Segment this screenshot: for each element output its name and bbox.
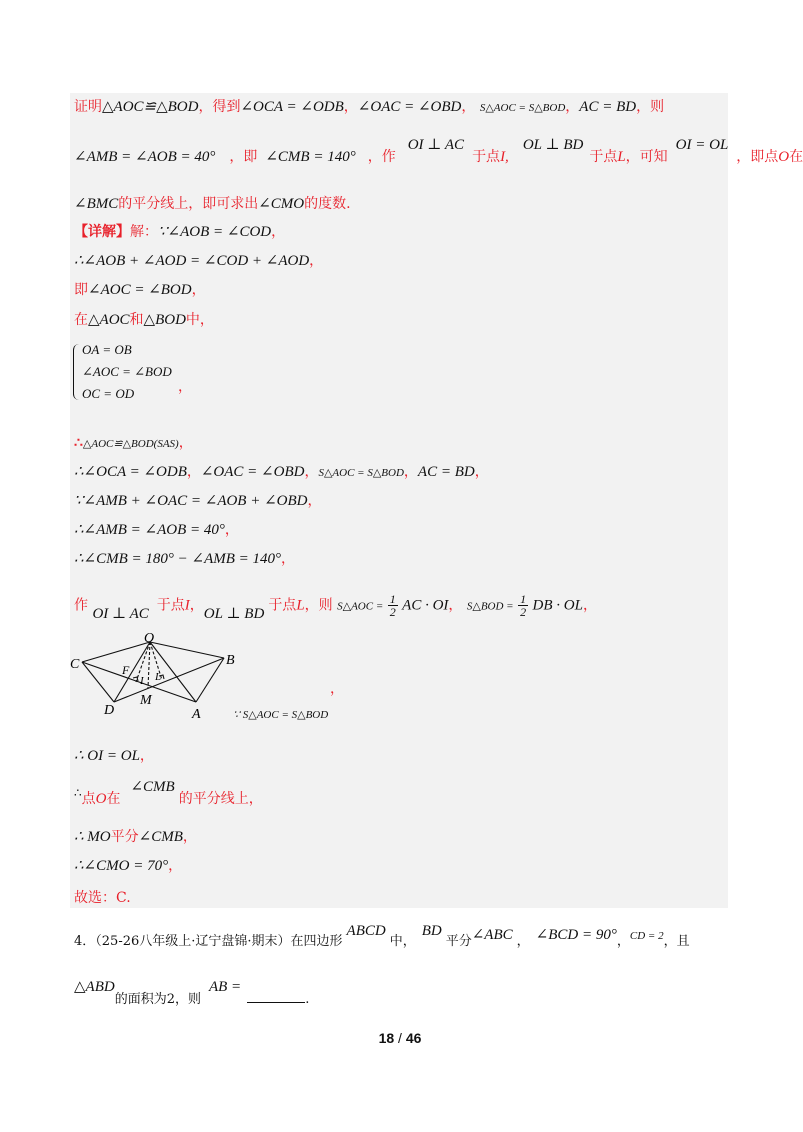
text: 和 <box>129 312 144 328</box>
solution-line-9 <box>74 463 489 482</box>
text: 中， <box>389 934 416 949</box>
text: ， <box>168 858 183 874</box>
point-M-label: M <box>140 693 152 708</box>
text: ， <box>565 99 580 115</box>
system-equation-3: OC = OD <box>82 386 135 401</box>
text: ，作 <box>367 149 396 165</box>
area-equality: ∵ S△AOC = S△BOD <box>233 709 329 721</box>
point-label: O <box>95 791 107 807</box>
text: 平分 <box>445 934 472 949</box>
solution-line-1 <box>74 98 664 117</box>
text: 于点 <box>156 597 185 614</box>
formula: ∵∠AOB = ∠COD <box>158 224 272 240</box>
area-formula: S△AOC = S△BOD <box>318 467 404 479</box>
solution-line-8 <box>74 434 193 453</box>
formula: ∴∠AMB = ∠AOB = 40° <box>74 522 225 538</box>
text: 的度数. <box>304 196 351 212</box>
formula: ∵∠AMB + ∠OAC = ∠AOB + ∠OBD <box>74 493 308 509</box>
proof-label: 证明 <box>74 99 102 115</box>
point-L-label: L <box>155 671 162 683</box>
formula: ∠CMB = 140° <box>265 149 356 165</box>
solution-line-2 <box>74 137 803 166</box>
formula: BD <box>421 923 442 939</box>
formula: ABCD <box>346 923 386 939</box>
area-formula: S△BOD = <box>466 600 514 613</box>
text: 解： <box>130 224 158 240</box>
geometry-figure <box>70 628 260 724</box>
text: ，即点 <box>736 149 779 165</box>
point-label: I, <box>500 149 509 165</box>
text: 在 <box>789 149 803 165</box>
text: 中， <box>185 312 214 328</box>
detail-label: 【详解】 <box>74 224 130 240</box>
text: ， <box>582 597 597 614</box>
total-pages: 46 <box>405 1030 422 1046</box>
solution-line-5 <box>74 252 323 270</box>
formula: ∴∠OCA = ∠ODB <box>74 464 187 480</box>
text: ，则 <box>636 99 665 115</box>
congruence-statement: △AOC≌△BOD <box>102 99 199 115</box>
text: 于点 <box>589 149 618 165</box>
text: ， <box>403 464 418 480</box>
text: 平分 <box>110 829 139 845</box>
formula: ∠CMO <box>258 196 305 212</box>
formula: ∴ OI = OL <box>74 748 140 764</box>
current-page: 18 <box>378 1030 395 1046</box>
text: 于点 <box>472 149 501 165</box>
formula: ∠BCD = 90° <box>535 927 617 943</box>
formula: △AOC <box>88 312 130 328</box>
formula: △BOD <box>143 312 186 328</box>
formula: ∴∠CMB = 180° − ∠AMB = 140° <box>74 551 282 567</box>
problem-source: （25-26八年级上·辽宁盘锦·期末）在四边形 <box>95 934 343 949</box>
point-C-label: C <box>70 657 80 672</box>
text: 于点 <box>268 597 297 614</box>
text: ，得到 <box>198 99 241 115</box>
point-label: L <box>617 149 626 165</box>
text: 在 <box>74 312 88 328</box>
text: 的面积为2，则 <box>114 992 201 1007</box>
text: . <box>305 992 310 1007</box>
system-equation-1: OA = OB <box>82 342 132 357</box>
text: ， <box>186 464 201 480</box>
fraction-denominator: 2 <box>389 605 396 619</box>
text: ， <box>182 829 197 845</box>
formula: AC = BD <box>579 99 637 115</box>
text: ， <box>281 551 296 567</box>
text: 点 <box>81 791 96 807</box>
text: 在 <box>106 791 121 807</box>
fraction-numerator: 1 <box>520 592 527 606</box>
solution-line-16 <box>74 779 263 808</box>
point-I-label: I <box>140 675 144 687</box>
text: ， <box>139 748 154 764</box>
text: ， <box>191 282 206 298</box>
text: ，且 <box>663 934 690 949</box>
fraction-half <box>518 593 528 618</box>
formula: DB · OL <box>532 597 583 614</box>
page-number <box>0 1030 800 1046</box>
fraction-denominator: 2 <box>520 605 527 619</box>
formula: ∴∠CMO = 70° <box>74 858 169 874</box>
solution-line-4 <box>74 223 285 241</box>
text: ，即 <box>229 149 258 165</box>
text: ， <box>474 464 489 480</box>
problem-number: 4． <box>74 934 96 949</box>
text: ， <box>343 99 358 115</box>
formula: △ABD <box>74 979 115 995</box>
text: ， <box>271 224 286 240</box>
solution-line-13 <box>74 592 597 622</box>
formula: ∠AMB = ∠AOB = 40° <box>74 149 216 165</box>
answer-line: 故选：C. <box>74 890 131 906</box>
point-A-label: A <box>192 707 201 722</box>
text: ， <box>189 597 204 614</box>
fraction-half <box>388 593 398 618</box>
formula: OI ⊥ AC <box>407 137 465 153</box>
formula: ∠CMB <box>138 829 183 845</box>
point-O-label: O <box>144 631 155 646</box>
solution-line-12 <box>74 550 295 568</box>
text: ， <box>448 597 463 614</box>
formula: ∠BMC <box>74 196 119 212</box>
text: ，可知 <box>625 149 668 165</box>
text: 作 <box>74 597 88 614</box>
formula: CD = 2 <box>629 930 664 942</box>
therefore-symbol: ∴ <box>74 786 82 800</box>
text: ， <box>224 522 239 538</box>
point-B-label: B <box>226 653 235 668</box>
formula: ∠OCA = ∠ODB <box>240 99 344 115</box>
point-label: I <box>184 597 190 614</box>
text: 即 <box>74 282 88 298</box>
solution-line-3 <box>74 195 351 213</box>
solution-line-18 <box>74 857 182 875</box>
point-label: O <box>778 149 790 165</box>
problem-4-line-2 <box>74 979 310 1009</box>
point-label: L <box>296 597 305 614</box>
formula: △AOC≌△BOD(SAS) <box>82 438 179 450</box>
formula: OL ⊥ BD <box>522 137 584 153</box>
formula: ∴∠AOB + ∠AOD = ∠COD + ∠AOD <box>74 253 310 269</box>
system-brace <box>73 344 80 400</box>
solution-line-10 <box>74 492 322 510</box>
system-equation-2: ∠AOC = ∠BOD <box>82 364 172 379</box>
formula: ∠OAC = ∠OBD <box>357 99 462 115</box>
formula: ∠AOC = ∠BOD <box>88 282 192 298</box>
page-separator: / <box>398 1030 402 1046</box>
formula: OI ⊥ AC <box>92 605 149 622</box>
point-D-label: D <box>104 703 115 718</box>
solution-line-7 <box>74 311 214 329</box>
formula: ∴ MO <box>74 829 111 845</box>
area-formula: S△AOC = S△BOD <box>479 102 566 114</box>
text: ， <box>307 493 322 509</box>
therefore-symbol: ∴ <box>74 435 83 451</box>
text: ， <box>461 99 476 115</box>
formula: ∠CMB <box>130 779 175 795</box>
text: ，则 <box>304 597 333 614</box>
formula: AC · OI <box>402 597 449 614</box>
formula: ∠OAC = ∠OBD <box>200 464 305 480</box>
point-F-label: F <box>122 663 130 677</box>
answer-blank[interactable] <box>247 1002 305 1003</box>
problem-4-line-1 <box>74 923 690 951</box>
formula: AB = <box>208 979 242 995</box>
solution-line-15 <box>74 747 154 765</box>
text: ， <box>309 253 324 269</box>
formula: OI = OL <box>675 137 729 153</box>
text: ， <box>178 379 192 395</box>
solution-line-17 <box>74 828 197 846</box>
solution-line-6 <box>74 281 206 299</box>
text: ， <box>304 464 319 480</box>
formula: AC = BD <box>417 464 475 480</box>
text: ， <box>616 934 630 949</box>
text: ， <box>516 934 530 949</box>
area-formula: S△AOC = <box>337 600 384 613</box>
solution-line-11 <box>74 521 239 539</box>
formula: OL ⊥ BD <box>203 605 265 622</box>
fraction-numerator: 1 <box>389 592 396 606</box>
text: 的平分线上， <box>178 791 263 807</box>
formula: ∠ABC <box>471 927 513 943</box>
text: 的平分线上，即可求出 <box>118 196 259 212</box>
text: ， <box>178 435 193 451</box>
text: ， <box>330 681 344 697</box>
